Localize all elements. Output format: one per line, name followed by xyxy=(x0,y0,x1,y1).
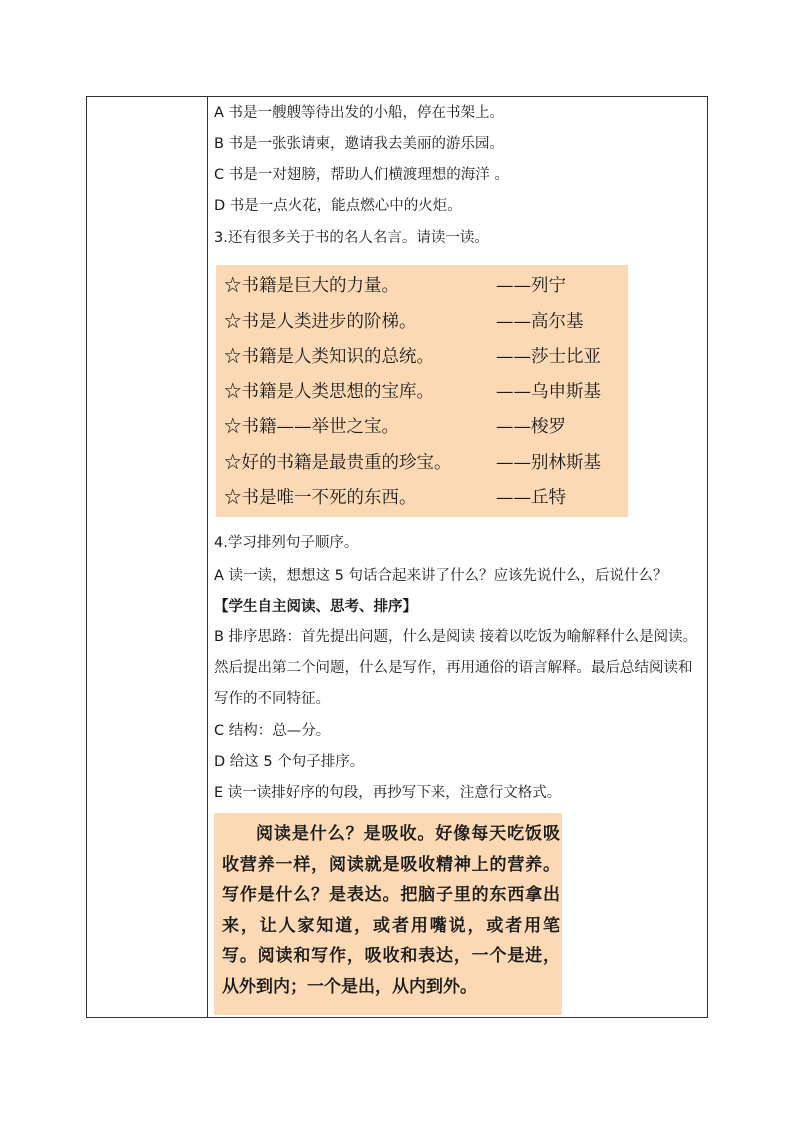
quote-author: ——梭罗 xyxy=(496,417,566,437)
item-d: D 书是一点火花，能点燃心中的火炬。 xyxy=(214,198,462,214)
lesson-table xyxy=(86,96,708,1018)
quote-row xyxy=(224,483,620,513)
quote-text: ☆书籍——举世之宝。 xyxy=(224,417,399,437)
quote-author: ——莎士比亚 xyxy=(496,347,601,367)
item-b: B 书是一张张请柬，邀请我去美丽的游乐园。 xyxy=(214,136,505,152)
item-a: A 书是一艘艘等待出发的小船，停在书架上。 xyxy=(214,105,505,121)
quote-text: ☆书籍是人类知识的总统。 xyxy=(224,347,434,367)
step-d: D 给这 5 个句子排序。 xyxy=(214,754,365,770)
section-4-heading: 4.学习排列句子顺序。 xyxy=(214,535,359,551)
quote-author: ——别林斯基 xyxy=(496,453,601,473)
quote-text: ☆好的书籍是最贵重的珍宝。 xyxy=(224,453,452,473)
quote-author: ——高尔基 xyxy=(496,312,584,332)
quote-row xyxy=(224,377,620,407)
section-3-heading: 3.还有很多关于书的名人名言。请读一读。 xyxy=(214,230,489,246)
quote-author: ——列宁 xyxy=(496,276,566,296)
step-c: C 结构：总—分。 xyxy=(214,723,331,739)
item-c: C 书是一对翅膀，帮助人们横渡理想的海洋 。 xyxy=(214,167,509,183)
quote-author: ——丘特 xyxy=(496,488,566,508)
quote-text: ☆书籍是人类思想的宝库。 xyxy=(224,382,434,402)
quote-text: ☆书籍是巨大的力量。 xyxy=(224,276,399,296)
quote-author: ——乌申斯基 xyxy=(496,382,601,402)
quote-row xyxy=(224,412,620,442)
quote-row xyxy=(224,271,620,301)
step-a: A 读一读，想想这 5 句话合起来讲了什么？应该先说什么，后说什么？ xyxy=(214,568,668,584)
quote-text: ☆书是人类进步的阶梯。 xyxy=(224,312,417,332)
quote-row xyxy=(224,307,620,337)
column-divider xyxy=(207,97,208,1017)
quote-row xyxy=(224,342,620,372)
passage-box xyxy=(214,813,562,1015)
step-b: B 排序思路：首先提出问题，什么是阅读 接着以吃饭为喻解释什么是阅读。然后提出第二个问题，什么是写作，再用通俗的语言解释。最后总结阅读和写作的不同特征。 xyxy=(214,629,698,707)
passage-text: 阅读是什么？是吸收。好像每天吃饭吸收营养一样，阅读就是吸收精神上的营养。写作是什么？是表达。把脑子里的东西拿出来，让人家知道，或者用嘴说，或者用笔写。阅读和写作，吸收和表达，一个是进，从外到内；一个是出，从内到外。 xyxy=(222,824,560,997)
step-e: E 读一读排好序的句段，再抄写下来，注意行文格式。 xyxy=(214,785,562,801)
quotes-box xyxy=(216,265,628,517)
quote-text: ☆书是唯一不死的东西。 xyxy=(224,488,417,508)
quote-row xyxy=(224,448,620,478)
student-activity-note: 【学生自主阅读、思考、排序】 xyxy=(214,599,417,615)
